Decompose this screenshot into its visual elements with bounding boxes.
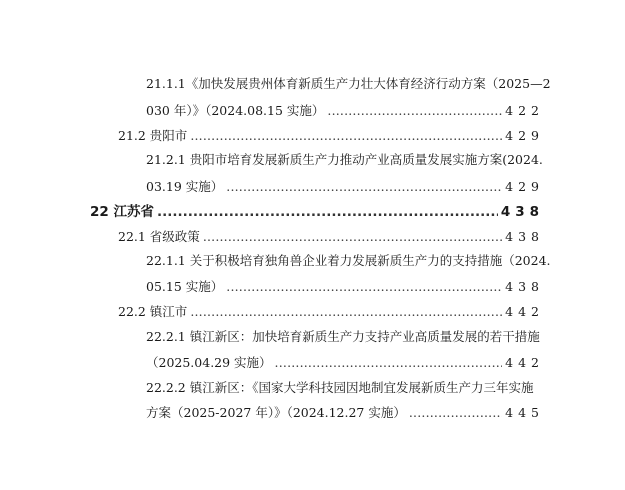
toc-entry-21-1-1-line2: 030 年）》（2024.08.15 实施） <box>146 103 325 118</box>
leader-dots <box>409 403 502 423</box>
page-number: 438 <box>505 229 544 244</box>
toc-entry-22-1-1-line1: 22.1.1 关于积极培育独角兽企业着力发展新质生产力的支持措施（2024. <box>146 253 551 268</box>
toc-entry-21-2-1-line2: 03.19 实施） <box>146 179 224 194</box>
toc-entry-22-2-1-line2: （2025.04.29 实施） <box>146 355 272 370</box>
toc-entry-21-2-1[interactable] <box>146 177 544 197</box>
toc-entry-21-2[interactable] <box>118 126 544 146</box>
page-number: 429 <box>505 179 544 194</box>
toc-entry-label: 21.2 贵阳市 <box>118 128 188 143</box>
page-number: 438 <box>505 279 544 294</box>
toc-entry-22-chapter[interactable] <box>90 202 544 222</box>
leader-dots <box>190 302 502 322</box>
toc-entry-22-2-1[interactable] <box>146 353 544 373</box>
toc-entry-22-2-2-line1: 22.2.2 镇江新区：《国家大学科技园因地制宜发展新质生产力三年实施 <box>146 380 534 395</box>
toc-entry-22-1[interactable] <box>118 227 544 247</box>
leader-dots <box>327 101 502 121</box>
toc-entry-label: 22.1 省级政策 <box>118 229 200 244</box>
page-number: 422 <box>505 103 544 118</box>
toc-entry-22-2-2[interactable] <box>146 403 544 423</box>
toc-entry-22-2-2-line2: 方案（2025-2027 年）》（2024.12.27 实施） <box>146 405 406 420</box>
leader-dots <box>203 227 502 247</box>
toc-entry-22-2-1-line1: 22.2.1 镇江新区：加快培育新质生产力支持产业高质量发展的若干措施 <box>146 329 540 344</box>
leader-dots <box>157 202 498 222</box>
leader-dots <box>190 126 502 146</box>
toc-entry-21-1-1[interactable] <box>146 101 544 121</box>
toc-entry-22-1-1-line2: 05.15 实施） <box>146 279 224 294</box>
toc-entry-21-1-1-line1: 21.1.1《加快发展贵州体育新质生产力壮大体育经济行动方案（2025—2 <box>146 76 551 91</box>
leader-dots <box>226 177 502 197</box>
page-number: 445 <box>505 405 544 420</box>
leader-dots <box>226 277 502 297</box>
page-number: 438 <box>500 204 544 220</box>
leader-dots <box>275 353 503 373</box>
toc-entry-22-1-1[interactable] <box>146 277 544 297</box>
page-number: 442 <box>505 355 544 370</box>
toc-entry-label: 22.2 镇江市 <box>118 304 188 319</box>
toc-entry-22-2[interactable] <box>118 302 544 322</box>
toc-entry-21-2-1-line1: 21.2.1 贵阳市培育发展新质生产力推动产业高质量发展实施方案(2024. <box>146 152 543 167</box>
page-number: 429 <box>505 128 544 143</box>
page-number: 442 <box>505 304 544 319</box>
chapter-label: 22 江苏省 <box>90 204 154 220</box>
